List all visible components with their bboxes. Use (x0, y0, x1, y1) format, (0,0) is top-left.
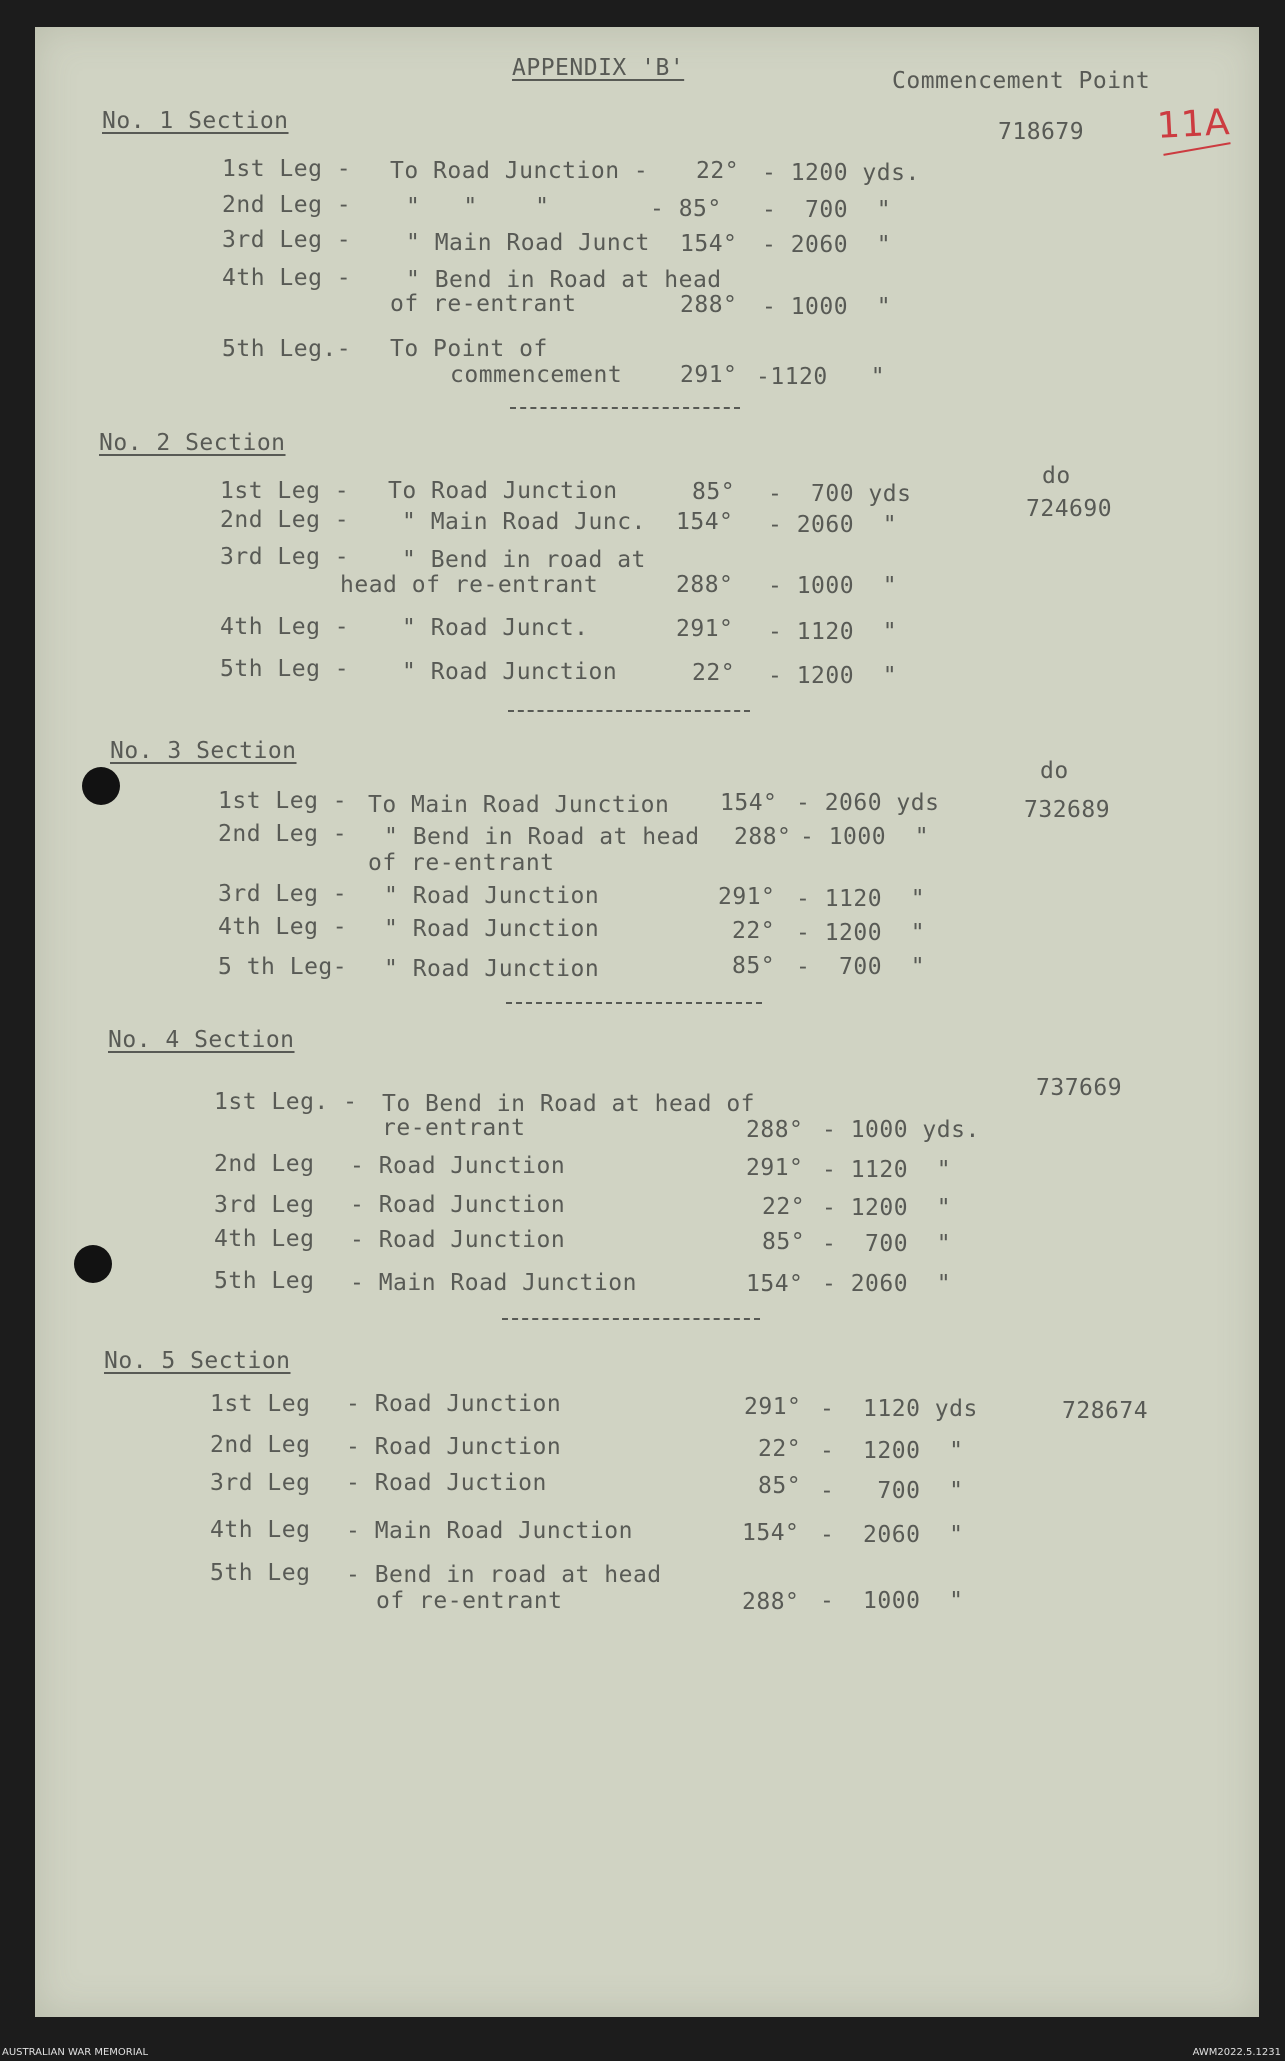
footer-reference: AWM2022.5.1231 (1192, 2047, 1281, 2058)
leg-bearing: 291° (746, 1155, 804, 1181)
leg-label: 1st Leg - (220, 478, 350, 504)
leg-destination-cont: of re-entrant (368, 850, 555, 876)
leg-label: 1st Leg (210, 1391, 311, 1417)
leg-destination-cont: commencement (450, 362, 623, 388)
leg-destination-cont: re-entrant (382, 1115, 526, 1141)
leg-destination-cont: head of re-entrant (340, 572, 599, 598)
leg-destination: - Bend in road at head (346, 1562, 662, 1588)
punch-hole (74, 1245, 112, 1283)
leg-destination-cont: of re-entrant (390, 291, 577, 317)
punch-hole (82, 767, 120, 805)
folio-number: 11A (1155, 102, 1232, 147)
leg-bearing: 154° (746, 1271, 804, 1297)
leg-label: 5 th Leg- (218, 954, 348, 980)
section-divider (510, 407, 740, 409)
leg-label: 4th Leg - (222, 265, 352, 291)
leg-label: 3rd Leg - (220, 544, 350, 570)
leg-destination: - Main Road Junction (350, 1270, 637, 1296)
leg-distance: - 1200 " (820, 1438, 964, 1464)
leg-bearing: 154° (676, 509, 734, 535)
leg-distance: - 1200 " (796, 920, 926, 946)
leg-distance: - 1000 " (800, 824, 930, 850)
leg-bearing: 288° (676, 572, 734, 598)
leg-label: 5th Leg.- (222, 336, 352, 362)
leg-destination: " " " (406, 194, 550, 220)
leg-destination: - Road Junction (350, 1192, 566, 1218)
leg-label: 2nd Leg (210, 1432, 311, 1458)
leg-distance: - 2060 " (820, 1522, 964, 1548)
leg-destination: - Road Junction (346, 1391, 562, 1417)
commencement-point: 718679 (998, 119, 1085, 145)
leg-bearing: 85° (732, 953, 776, 979)
leg-bearing: 154° (680, 231, 738, 257)
document-page (35, 27, 1259, 2017)
leg-bearing: 22° (758, 1436, 802, 1462)
leg-bearing: 154° (742, 1520, 800, 1546)
leg-label: 5th Leg - (220, 656, 350, 682)
leg-bearing: 291° (676, 616, 734, 642)
leg-bearing: - 85° (650, 196, 722, 222)
leg-destination: " Bend in Road at head (384, 824, 700, 850)
section-divider (502, 1318, 760, 1320)
leg-bearing: 288° (680, 292, 738, 318)
leg-label: 4th Leg (210, 1517, 311, 1543)
leg-label: 5th Leg (210, 1560, 311, 1586)
leg-bearing: 85° (692, 479, 736, 505)
leg-distance: - 1000 " (820, 1588, 964, 1614)
section-heading: No. 5 Section (104, 1348, 291, 1374)
commencement-point: 737669 (1036, 1075, 1123, 1101)
leg-bearing: 291° (680, 362, 738, 388)
leg-destination: - Road Juction (346, 1470, 547, 1496)
leg-distance: - 1200 " (768, 663, 898, 689)
leg-bearing: 288° (734, 824, 792, 850)
leg-distance: -1120 " (756, 364, 886, 390)
leg-destination: - Road Junction (350, 1227, 566, 1253)
commencement-point: 728674 (1062, 1398, 1149, 1424)
leg-destination: - Road Junction (350, 1153, 566, 1179)
leg-label: 4th Leg - (218, 914, 348, 940)
leg-distance: - 1000 " (762, 294, 892, 320)
commencement-point-ditto: do (1040, 758, 1069, 784)
leg-label: 3rd Leg (210, 1470, 311, 1496)
leg-distance: - 700 " (822, 1231, 952, 1257)
section-divider (508, 710, 750, 712)
leg-label: 2nd Leg - (218, 821, 348, 847)
leg-distance: - 700 " (820, 1478, 964, 1504)
leg-bearing: 85° (762, 1229, 806, 1255)
leg-destination: " Main Road Junc. (402, 509, 646, 535)
leg-bearing: 291° (718, 884, 776, 910)
leg-label: 3rd Leg (214, 1192, 315, 1218)
leg-distance: - 700 " (796, 954, 926, 980)
leg-distance: - 1120 " (796, 886, 926, 912)
leg-label: 2nd Leg (214, 1151, 315, 1177)
footer-institution: AUSTRALIAN WAR MEMORIAL (2, 2047, 149, 2058)
leg-bearing: 154° (720, 790, 778, 816)
leg-destination: To Main Road Junction (368, 792, 670, 818)
section-divider (506, 1002, 762, 1004)
leg-distance: - 700 " (762, 197, 892, 223)
leg-destination: " Road Junction (384, 916, 600, 942)
leg-distance: - 2060 " (822, 1271, 952, 1297)
leg-destination-cont: of re-entrant (376, 1588, 563, 1614)
leg-label: 1st Leg - (222, 156, 352, 182)
leg-distance: - 1120 " (822, 1157, 952, 1183)
leg-distance: - 1200 yds. (762, 160, 920, 186)
leg-bearing: 85° (758, 1473, 802, 1499)
leg-destination: To Road Junction (388, 478, 618, 504)
commencement-point-ditto: do (1042, 463, 1071, 489)
section-heading: No. 2 Section (99, 430, 286, 456)
leg-bearing: 22° (696, 158, 740, 184)
section-heading: No. 3 Section (110, 738, 297, 764)
leg-destination: To Bend in Road at head of (382, 1091, 756, 1117)
leg-distance: - 2060 yds (796, 790, 940, 816)
leg-destination: " Bend in road at (402, 547, 646, 573)
leg-destination: To Point of (390, 336, 548, 362)
leg-label: 4th Leg - (220, 614, 350, 640)
leg-bearing: 291° (744, 1394, 802, 1420)
leg-label: 3rd Leg - (218, 881, 348, 907)
leg-bearing: 22° (692, 660, 736, 686)
leg-destination: " Road Junct. (402, 615, 589, 641)
leg-bearing: 22° (732, 918, 776, 944)
leg-label: 1st Leg. - (214, 1089, 358, 1115)
leg-distance: - 1120 yds (820, 1396, 978, 1422)
leg-distance: - 1000 " (768, 573, 898, 599)
leg-destination: - Main Road Junction (346, 1518, 633, 1544)
leg-destination: " Main Road Junct (406, 230, 650, 256)
leg-bearing: 288° (746, 1117, 804, 1143)
leg-label: 2nd Leg - (222, 192, 352, 218)
leg-destination: To Road Junction - (390, 158, 649, 184)
leg-distance: - 1200 " (822, 1195, 952, 1221)
leg-distance: - 1000 yds. (822, 1117, 980, 1143)
leg-label: 2nd Leg - (220, 507, 350, 533)
commencement-point: 724690 (1026, 496, 1113, 522)
leg-label: 4th Leg (214, 1226, 315, 1252)
leg-bearing: 22° (762, 1194, 806, 1220)
commencement-point: 732689 (1024, 797, 1111, 823)
appendix-title: APPENDIX 'B' (512, 55, 685, 81)
leg-destination: - Road Junction (346, 1434, 562, 1460)
leg-destination: " Bend in Road at head (406, 267, 722, 293)
section-heading: No. 1 Section (102, 108, 289, 134)
leg-destination: " Road Junction (384, 956, 600, 982)
leg-destination: " Road Junction (384, 883, 600, 909)
section-heading: No. 4 Section (108, 1027, 295, 1053)
leg-distance: - 2060 " (768, 512, 898, 538)
leg-label: 3rd Leg - (222, 227, 352, 253)
leg-bearing: 288° (742, 1589, 800, 1615)
leg-distance: - 1120 " (768, 619, 898, 645)
commencement-point-header: Commencement Point (892, 68, 1151, 94)
leg-label: 5th Leg (214, 1268, 315, 1294)
leg-distance: - 700 yds (768, 481, 912, 507)
leg-distance: - 2060 " (762, 232, 892, 258)
leg-destination: " Road Junction (402, 659, 618, 685)
leg-label: 1st Leg - (218, 788, 348, 814)
